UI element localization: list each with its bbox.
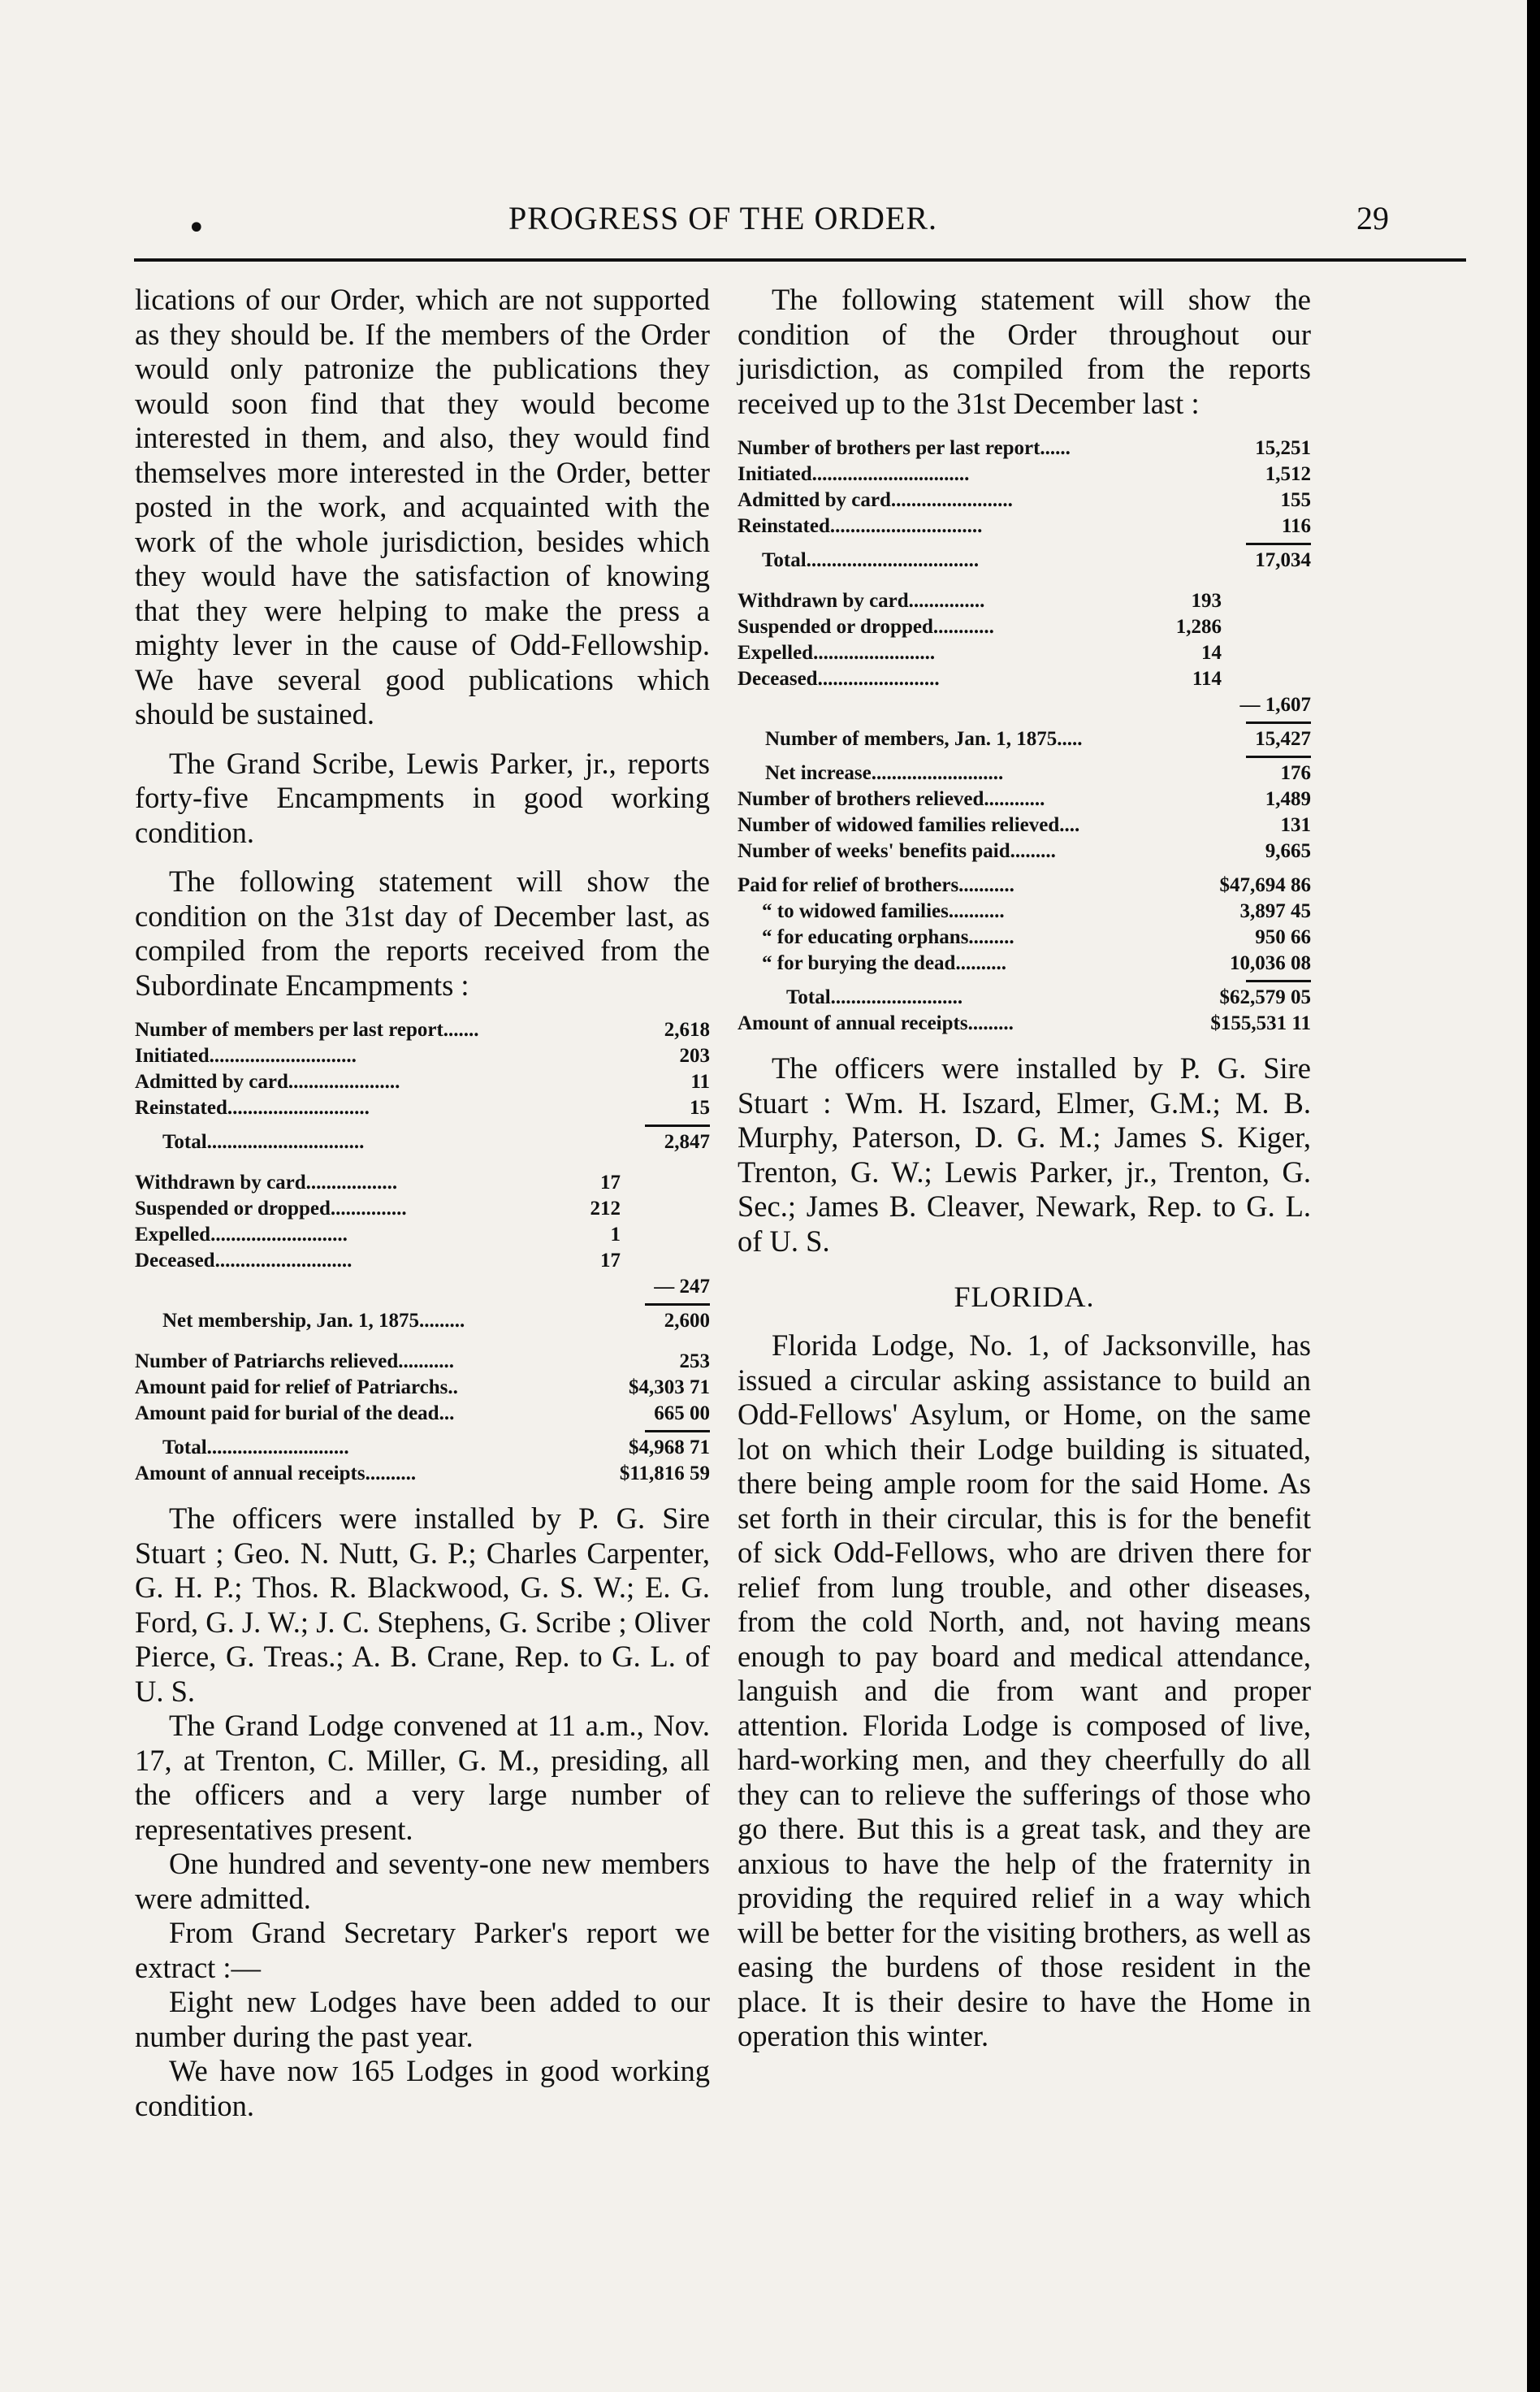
encampment-stats-table xyxy=(135,1017,710,1121)
relief-table xyxy=(135,1349,710,1427)
page-number: 29 xyxy=(1356,200,1389,236)
paragraph: From Grand Secretary Parker's report we extract :— xyxy=(135,1916,710,1984)
header-rule xyxy=(134,258,1466,262)
paragraph: The following statement will show the condition of the Order throughout our jurisdiction, as compiled from the reports received up to the 31st December last : xyxy=(738,283,1311,420)
table-row: Deceased........................ 114 xyxy=(738,668,1222,690)
paragraph: The Grand Lodge convened at 11 a.m., Nov. 17, at Trenton, C. Miller, G. M., presiding, all the officers and a very large number of representatives present. xyxy=(135,1709,710,1846)
total-row: Total............................... 2,847 xyxy=(162,1131,710,1153)
table-row: Paid for relief of brothers........... $47,694 86 xyxy=(738,874,1311,896)
section-heading: FLORIDA. xyxy=(954,1280,1095,1313)
table-row: Number of members per last report....... 2,618 xyxy=(135,1019,710,1041)
lodge-losses-table xyxy=(738,588,1311,718)
table-row: Amount paid for relief of Patriarchs.. $4,303 71 xyxy=(135,1376,710,1398)
members-table xyxy=(738,726,1311,752)
paragraph: Eight new Lodges have been added to our number during the past year. xyxy=(135,1985,710,2053)
total-row: Total............................ $4,968 71 xyxy=(162,1436,710,1458)
paragraph: The following statement will show the condition on the 31st day of December last, as compiled from the reports received from the Subordinate Encampments : xyxy=(135,864,710,1002)
paragraph: The Grand Scribe, Lewis Parker, jr., reports forty-five Encampments in good working condition. xyxy=(135,746,710,849)
paragraph: The officers were installed by P. G. Sire Stuart : Wm. H. Iszard, Elmer, G.M.; M. B. Murphy, Paterson, D. G. M.; James S. Kiger, Trenton, G. W.; Lewis Parker, jr., Trenton, G. Sec.; James B. Cleaver, Newark, Rep. to G. L. of U. S. xyxy=(738,1051,1311,1258)
payments-total-table xyxy=(738,985,1311,1037)
table-row: Suspended or dropped............ 1,286 xyxy=(738,616,1222,638)
encampment-total-table xyxy=(135,1129,710,1155)
relief-total-table xyxy=(135,1435,710,1487)
net-increase-row: Net increase.......................... 176 xyxy=(765,762,1311,784)
table-row: “ for educating orphans......... 950 66 xyxy=(762,926,1311,948)
paragraph: One hundred and seventy-one new members were admitted. xyxy=(135,1847,710,1915)
table-row: Number of Patriarchs relieved........... 253 xyxy=(135,1350,710,1372)
total-row: Total.................................. 17,034 xyxy=(762,549,1311,571)
subtotal-row: — 247 xyxy=(654,1276,710,1298)
table-row: Number of brothers relieved............ 1,489 xyxy=(738,788,1311,810)
table-row: Deceased........................... 17 xyxy=(135,1250,621,1272)
table-row: Number of widowed families relieved.... 131 xyxy=(738,814,1311,836)
payments-table xyxy=(738,873,1311,977)
ornament-dot: • xyxy=(187,210,206,247)
total-row: Total.......................... $62,579 05 xyxy=(786,986,1311,1008)
table-row: Expelled........................... 1 xyxy=(135,1224,621,1246)
table-row: “ for burying the dead.......... 10,036 08 xyxy=(762,952,1311,974)
relieved-table xyxy=(738,786,1311,864)
table-row: Initiated............................... 1,512 xyxy=(738,463,1311,485)
table-row: Withdrawn by card.................. 17 xyxy=(135,1172,621,1194)
right-column xyxy=(738,283,1311,2054)
paragraph: Florida Lodge, No. 1, of Jacksonville, has issued a circular asking assistance to build an Odd-Fellows' Asylum, or Home, on the same lot on which their Lodge building is situated, there being ample room for the said Home. As set forth in their circular, this is for the benefit of sick Odd-Fellows, who are driven there for relief from lung trouble, and other diseases, from the cold North, and, not having means enough to pay board and medical attendance, languish and die from want and proper attention. Florida Lodge is composed of live, hard-working men, and they cheerfully do all they can to relieve the sufferings of those who go there. But this is a great task, and they are anxious to have the help of the fraternity in providing the required relief in a way which will be better for the visiting brothers, as well as easing the burdens of those resident in the place. It is their desire to have the Home in operation this winter. xyxy=(738,1328,1311,2052)
net-membership-table xyxy=(135,1308,710,1334)
sum-rule xyxy=(135,1121,710,1129)
table-row: Number of brothers per last report...... 15,251 xyxy=(738,437,1311,459)
paragraph: We have now 165 Lodges in good working condition. xyxy=(135,2054,710,2122)
net-row: Net membership, Jan. 1, 1875......... 2,600 xyxy=(162,1310,710,1332)
table-row: Admitted by card...................... 11 xyxy=(135,1071,710,1093)
net-increase-table xyxy=(738,760,1311,786)
subtotal-row: — 1,607 xyxy=(1239,694,1311,716)
table-row: Reinstated.............................. 116 xyxy=(738,515,1311,537)
table-row: Expelled........................ 14 xyxy=(738,642,1222,664)
table-row: Admitted by card........................ 155 xyxy=(738,489,1311,511)
paragraph: lications of our Order, which are not supported as they should be. If the members of the Order would only patronize the publications they would soon find that they would become interested in them, and also, they would find themselves more interested in the Order, better posted in the work, and acquainted with the work of the whole jurisdiction, besides which they would have the satisfaction of knowing that they were helping to make the press a mighty lever in the cause of Odd-Fellowship. We have several good publications which should be sustained. xyxy=(135,283,710,730)
receipts-row: Amount of annual receipts.......... $11,816 59 xyxy=(135,1462,710,1484)
table-row: Reinstated............................ 15 xyxy=(135,1097,710,1119)
table-row: Number of weeks' benefits paid......... 9,665 xyxy=(738,840,1311,862)
running-title: PROGRESS OF THE ORDER. xyxy=(508,200,938,236)
lodge-stats-table xyxy=(738,436,1311,540)
table-row: Initiated............................. 203 xyxy=(135,1045,710,1067)
table-row: “ to widowed families........... 3,897 45 xyxy=(762,900,1311,922)
table-row: Amount paid for burial of the dead... 665 00 xyxy=(135,1402,710,1424)
left-column xyxy=(135,283,710,2123)
running-header xyxy=(130,199,1389,248)
paragraph: The officers were installed by P. G. Sire Stuart ; Geo. N. Nutt, G. P.; Charles Carpenter, G. H. P.; Thos. R. Blackwood, G. S. W.; E. G. Ford, G. J. W.; J. C. Stephens, G. Scribe ; Oliver Pierce, G. Treas.; A. B. Crane, Rep. to G. L. of U. S. xyxy=(135,1502,710,1708)
lodge-total-table xyxy=(738,548,1311,574)
table-row: Suspended or dropped............... 212 xyxy=(135,1198,621,1220)
members-row: Number of members, Jan. 1, 1875..... 15,427 xyxy=(765,728,1311,750)
table-row: Withdrawn by card............... 193 xyxy=(738,590,1222,612)
receipts-row: Amount of annual receipts......... $155,531 11 xyxy=(738,1012,1311,1034)
encampment-losses-table xyxy=(135,1170,710,1300)
